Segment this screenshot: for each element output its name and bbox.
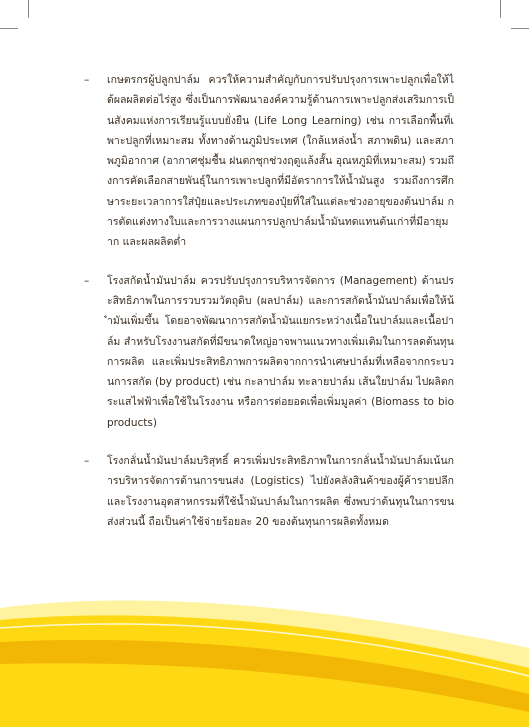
bullet-dash: – [84, 74, 90, 86]
bullet-list [84, 70, 454, 550]
bullet-item-refinery [84, 451, 454, 532]
bullet-item-extraction-mill [84, 271, 454, 433]
paragraph-extraction-mill: โรงสกัดน้ำมันปาล์ม ควรปรับปรุงการบริหารจัดการ (Management) ด้านประสิทธิภาพในการรวบรวมวัตถุดิบ (ผลปาล์ม) และการสกัดน้ำมันปาล์มเพื่อให้น้ำมันเพิ่มขึ้น โดยอาจพัฒนาการสกัดน้ำมันแยกระหว่างเนื้อในปาล์มและเนื้อปาล์ม สำหรับโรงงานสกัดที่มีขนาดใหญ่อาจพานแนวทางเพิ่มเติมในการลดต้นทุนการผลิต และเพิ่มประสิทธิภาพการผลิตจากการนำเศษปาล์มที่เหลือจากกระบวนการสกัด (by product) เช่น กะลาปาล์ม ทะลายปาล์ม เส้นใยปาล์ม ไปผลิตกระแสไฟฟ้าเพื่อใช้ในโรงงาน หรือการต่อยอดเพื่อเพิ่มมูลค่า (Biomass to bioproducts) [107, 274, 454, 429]
crop-mark-top-right [500, 0, 501, 18]
crop-mark-top-right-h [511, 28, 529, 29]
crop-mark-top-left-h [0, 28, 18, 29]
bullet-item-growers [84, 70, 454, 253]
paragraph-refinery: โรงกลั่นน้ำมันปาล์มบริสุทธิ์ ควรเพิ่มประสิทธิภาพในการกลั่นน้ำมันปาล์มเน้นการบริหารจัดการด้านการขนส่ง (Logistics) ไปยังคลังสินค้าของผู้ค้ารายปลีกและโรงงานอุตสาหกรรมที่ใช้น้ำมันปาล์มในการผลิต ซึ่งพบว่าต้นทุนในการขนส่งส่วนนี้ ถือเป็นค่าใช้จ่ายร้อยละ 20 ของต้นทุนการผลิตทั้งหมด [107, 455, 454, 528]
paragraph-growers: เกษตรกรผู้ปลูกปาล์ม ควรให้ความสำคัญกับการปรับปรุงการเพาะปลูกเพื่อให้ได้ผลผลิตต่อไร่สูง ซึ่งเป็นการพัฒนาองค์ความรู้ด้านการเพาะปลูกส่งเสริมการเป็นสังคมแห่งการเรียนรู้แบบยั่งยืน (Life Long Learning) เช่น การเลือกพื้นที่เพาะปลูกที่เหมาะสม ทั้งทางด้านภูมิประเทศ (ใกล้แหล่งน้ำ สภาพดิน) และสภาพภูมิอากาศ (อากาศชุ่มชื้น ฝนตกชุกช่วงฤดูแล้งสั้น อุณหภูมิที่เหมาะสม) รวมถึงการคัดเลือกสายพันธุ์ในการเพาะปลูกที่มีอัตราการให้น้ำมันสูง รวมถึงการศึกษาระยะเวลาการใส่ปุ๋ยและประเภทของปุ๋ยที่ใส่ในแต่ละช่วงอายุของต้นปาล์ม การตัดแต่งทางใบและการวางแผนการปลูกปาล์มน้ำมันทดแทนต้นเก่าที่มีอายุมาก และผลผลิตต่ำ [107, 74, 454, 249]
bullet-dash: – [84, 455, 90, 468]
yellow-wave-decoration [0, 590, 529, 727]
bullet-dash: – [84, 274, 90, 287]
crop-mark-top-left [28, 0, 29, 18]
